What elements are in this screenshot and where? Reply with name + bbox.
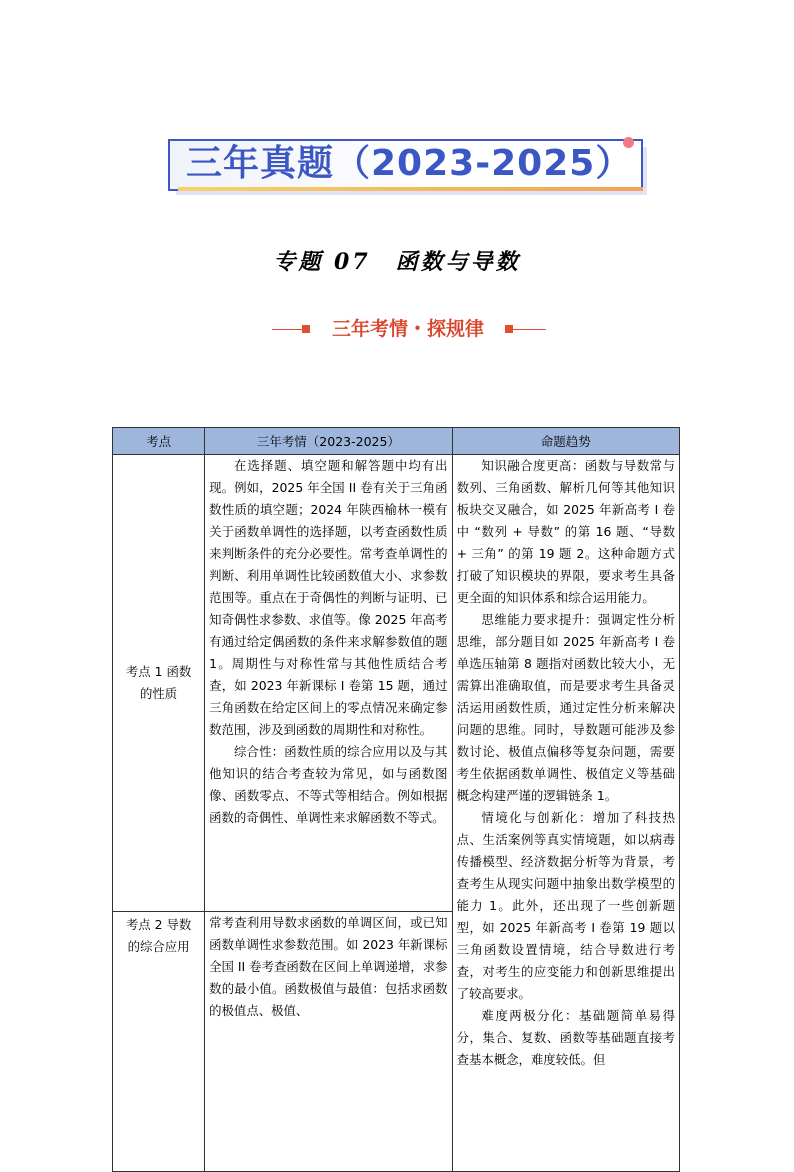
topic-label: 考点 1 函数的性质 <box>125 664 192 701</box>
section-title: 三年考情・探规律 <box>331 318 484 340</box>
header-exam-history: 三年考情（2023-2025） <box>205 428 452 455</box>
trend-paragraph: 难度两极分化：基础题简单易得分，集合、复数、函数等基础题直接考查基本概念，难度较低。但 <box>456 1008 675 1067</box>
section-divider-right <box>512 329 546 330</box>
history-paragraph: 综合性：函数性质的综合应用以及与其他知识的结合考查较为常见，如与函数图像、函数零点、不等式等相结合。例如根据函数的奇偶性、单调性来求解函数不等式。 <box>209 744 448 825</box>
history-paragraph: 常考查利用导数求函数的单调区间，或已知函数单调性求参数范围。如 2023 年新课标全国 II 卷考查函数在区间上单调递增，求参数的最小值。函数极值与最值：包括求函数的极值点、极值、 <box>209 915 448 1018</box>
header-topic: 考点 <box>113 428 205 455</box>
section-divider-left <box>272 329 306 330</box>
table-row <box>113 455 680 912</box>
history-cell <box>205 455 452 912</box>
section-square-left-icon <box>302 325 310 333</box>
history-cell <box>205 912 452 1172</box>
table-header-row <box>113 428 680 455</box>
subject-title: 专题 07 函数与导数 <box>273 249 521 275</box>
history-paragraph: 在选择题、填空题和解答题中均有出现。例如，2025 年全国 II 卷有关于三角函数性质的填空题；2024 年陕西榆林一模有关于函数单调性的选择题，以考查函数性质来判断条件的充分必要性。常考查单调性的判断、利用单调性比较函数值大小、求参数范围等。重点在于奇偶性的判断与证明、已知奇偶性求参数、求值等。像 2025 年高考有通过给定偶函数的条件来求解参数值的题 1。周期性与对称性常与其他性质结合考查，如 2023 年新课标 I 卷第 15 题，通过三角函数在给定区间上的零点情况来确定参数范围，涉及到函数的周期性和对称性。 <box>209 458 448 737</box>
header-trend: 命题趋势 <box>452 428 679 455</box>
trend-paragraph: 思维能力要求提升：强调定性分析思维，部分题目如 2025 年新高考 I 卷单选压轴第 8 题指对函数比较大小，无需算出准确取值，而是要求考生具备灵活运用函数性质，通过定性分析来解决问题的思维。同时，导数题可能涉及参数讨论、极值点偏移等复杂问题，需要考生依据函数单调性、极值定义等基础概念构建严谨的逻辑链条 1。 <box>456 612 675 803</box>
topic-label: 考点 2 导数的综合应用 <box>125 917 192 954</box>
trend-paragraph: 知识融合度更高：函数与导数常与数列、三角函数、解析几何等其他知识板块交叉融合，如 2025 年新高考 I 卷中 “数列 + 导数” 的第 16 题、“导数 + 三角” 的第 19 题 2。这种命题方式打破了知识模块的界限，要求考生具备更全面的知识体系和综合运用能力。 <box>456 458 675 605</box>
banner-title: 三年真题（2023-2025） <box>186 143 633 184</box>
topic-cell <box>113 455 205 912</box>
exam-analysis-table <box>112 427 680 1172</box>
topic-cell <box>113 912 205 1172</box>
trend-cell <box>452 455 679 1172</box>
trend-paragraph: 情境化与创新化：增加了科技热点、生活案例等真实情境题，如以病毒传播模型、经济数据分析等为背景，考查考生从现实问题中抽象出数学模型的能力 1。此外，还出现了一些创新题型，如 2025 年新高考 I 卷第 19 题以三角函数设置情境，结合导数进行考查，对考生的应变能力和创新思维提出了较高要求。 <box>456 810 675 1001</box>
